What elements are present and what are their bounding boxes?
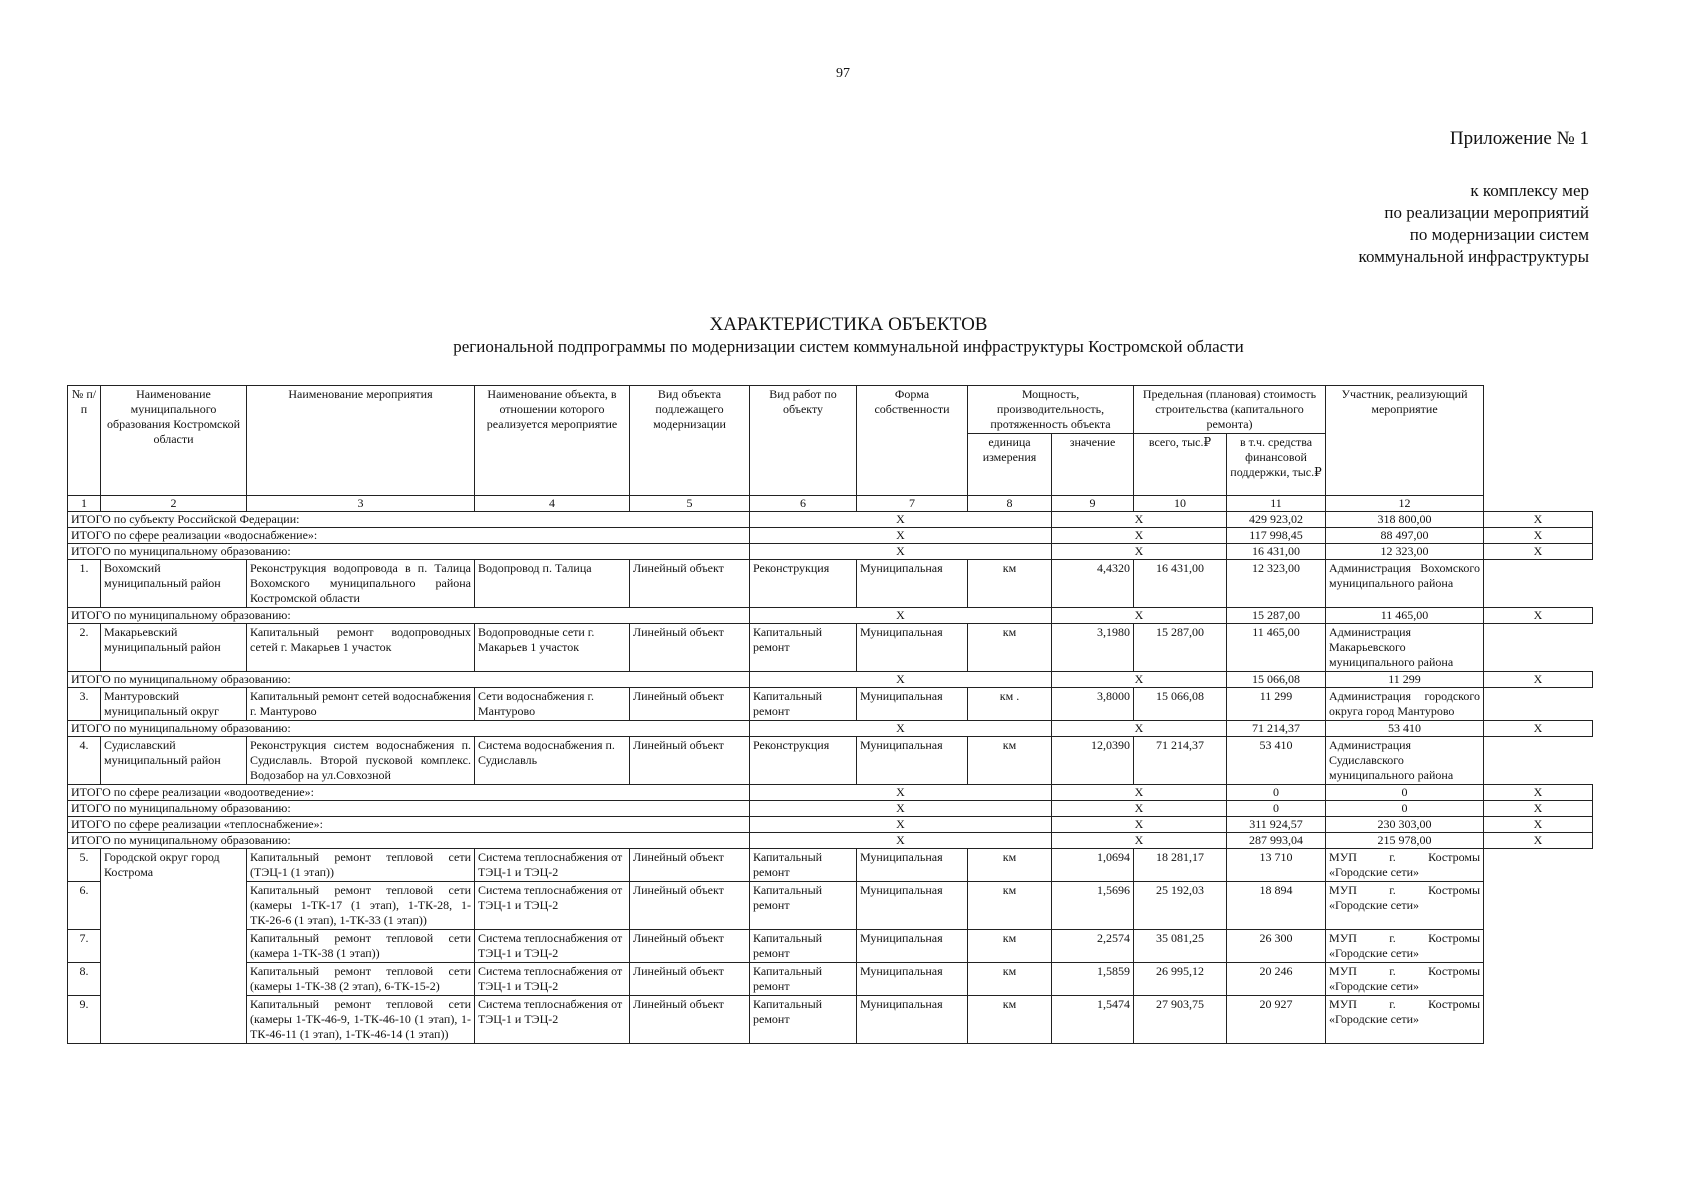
- row-object-type: Линейный объект: [630, 849, 750, 882]
- appendix-title: Приложение № 1: [1449, 128, 1589, 149]
- row-cost-support: 12 323,00: [1227, 560, 1326, 608]
- total-row: [68, 672, 1593, 688]
- total-label: ИТОГО по муниципальному образованию:: [68, 801, 750, 817]
- total-row: [68, 785, 1593, 801]
- total-cost: 15 287,00: [1227, 608, 1326, 624]
- objects-table: [67, 385, 1593, 1044]
- row-ownership: Муниципальная: [857, 996, 968, 1044]
- total-support: 11 465,00: [1326, 608, 1484, 624]
- row-event: Реконструкция водопровода в п. Талица Вохомского муниципального района Костромской области: [247, 560, 475, 608]
- row-municipality: Мантуровский муниципальный округ: [101, 688, 247, 721]
- row-unit: км .: [968, 688, 1052, 721]
- total-x-mark: X: [1052, 721, 1227, 737]
- row-municipality: Городской округ город Кострома: [101, 849, 247, 1044]
- row-cost-support: 11 299: [1227, 688, 1326, 721]
- row-object-type: Линейный объект: [630, 882, 750, 930]
- total-x-mark: X: [1052, 544, 1227, 560]
- row-value: 3,1980: [1052, 624, 1134, 672]
- row-value: 3,8000: [1052, 688, 1134, 721]
- total-x-mark: X: [1052, 512, 1227, 528]
- row-object: Система теплоснабжения от ТЭЦ-1 и ТЭЦ-2: [475, 930, 630, 963]
- table-body: [68, 496, 1593, 1044]
- row-participant: МУП г. Костромы «Городские сети»: [1326, 963, 1484, 996]
- row-work-type: Капитальный ремонт: [750, 624, 857, 672]
- col-number: 1: [68, 496, 101, 512]
- header-cost-support: в т.ч. средства финансовой поддержки, тыс.₽: [1227, 434, 1326, 496]
- row-object: Система теплоснабжения от ТЭЦ-1 и ТЭЦ-2: [475, 963, 630, 996]
- row-object-type: Линейный объект: [630, 737, 750, 785]
- row-event: Реконструкция систем водоснабжения п. Судиславль. Второй пусковой комплекс. Водозабор на ул.Совхозной: [247, 737, 475, 785]
- row-ownership: Муниципальная: [857, 930, 968, 963]
- header-capacity: Мощность, производительность, протяженность объекта: [968, 386, 1134, 434]
- total-cost: 287 993,04: [1227, 833, 1326, 849]
- column-number-row: [68, 496, 1593, 512]
- row-municipality: Макарьевский муниципальный район: [101, 624, 247, 672]
- total-support: 12 323,00: [1326, 544, 1484, 560]
- header-row: [68, 386, 1593, 434]
- row-event: Капитальный ремонт тепловой сети (камеры 1-ТК-38 (2 этап), 6-ТК-15-2): [247, 963, 475, 996]
- col-number: 11: [1227, 496, 1326, 512]
- total-x-mark: X: [1484, 544, 1593, 560]
- row-participant: МУП г. Костромы «Городские сети»: [1326, 930, 1484, 963]
- row-unit: км: [968, 737, 1052, 785]
- total-label: ИТОГО по муниципальному образованию:: [68, 544, 750, 560]
- row-object: Система теплоснабжения от ТЭЦ-1 и ТЭЦ-2: [475, 849, 630, 882]
- col-number: 4: [475, 496, 630, 512]
- row-event: Капитальный ремонт тепловой сети (камеры 1-ТК-46-9, 1-ТК-46-10 (1 этап), 1-ТК-46-11 (1 этап), 1-ТК-46-14 (1 этап)): [247, 996, 475, 1044]
- total-x-mark: X: [1484, 817, 1593, 833]
- header-num: № п/п: [68, 386, 101, 496]
- appendix-subtitle: [1359, 180, 1589, 268]
- total-label: ИТОГО по муниципальному образованию:: [68, 721, 750, 737]
- row-number: 5.: [68, 849, 101, 882]
- row-number: 1.: [68, 560, 101, 608]
- row-value: 12,0390: [1052, 737, 1134, 785]
- row-cost-total: 26 995,12: [1134, 963, 1227, 996]
- row-object: Система теплоснабжения от ТЭЦ-1 и ТЭЦ-2: [475, 996, 630, 1044]
- header-ownership: Форма собственности: [857, 386, 968, 496]
- header-value: значение: [1052, 434, 1134, 496]
- row-work-type: Капитальный ремонт: [750, 996, 857, 1044]
- total-row: [68, 817, 1593, 833]
- row-cost-support: 11 465,00: [1227, 624, 1326, 672]
- table-row: [68, 930, 1593, 963]
- row-object-type: Линейный объект: [630, 963, 750, 996]
- row-cost-support: 13 710: [1227, 849, 1326, 882]
- total-support: 0: [1326, 785, 1484, 801]
- col-number: 3: [247, 496, 475, 512]
- total-label: ИТОГО по муниципальному образованию:: [68, 672, 750, 688]
- header-object-type: Вид объекта подлежащего модернизации: [630, 386, 750, 496]
- row-number: 7.: [68, 930, 101, 963]
- document-title: ХАРАКТЕРИСТИКА ОБЪЕКТОВ: [709, 314, 988, 335]
- header-unit: единица измерения: [968, 434, 1052, 496]
- row-municipality: Вохомский муниципальный район: [101, 560, 247, 608]
- row-participant: МУП г. Костромы «Городские сети»: [1326, 882, 1484, 930]
- table-row: [68, 849, 1593, 882]
- col-number: 8: [968, 496, 1052, 512]
- total-x-mark: X: [1052, 785, 1227, 801]
- total-cost: 0: [1227, 785, 1326, 801]
- row-number: 4.: [68, 737, 101, 785]
- row-ownership: Муниципальная: [857, 624, 968, 672]
- total-x-mark: X: [1484, 785, 1593, 801]
- row-event: Капитальный ремонт сетей водоснабжения г. Мантурово: [247, 688, 475, 721]
- total-support: 53 410: [1326, 721, 1484, 737]
- row-work-type: Капитальный ремонт: [750, 849, 857, 882]
- row-cost-total: 15 287,00: [1134, 624, 1227, 672]
- document-subtitle: региональной подпрограммы по модернизации систем коммунальной инфраструктуры Костромской области: [453, 337, 1244, 356]
- total-label: ИТОГО по сфере реализации «водоснабжение»:: [68, 528, 750, 544]
- row-unit: км: [968, 930, 1052, 963]
- row-cost-total: 71 214,37: [1134, 737, 1227, 785]
- row-unit: км: [968, 560, 1052, 608]
- row-cost-total: 18 281,17: [1134, 849, 1227, 882]
- row-participant: Администрация Вохомского муниципального района: [1326, 560, 1484, 608]
- row-unit: км: [968, 624, 1052, 672]
- row-ownership: Муниципальная: [857, 560, 968, 608]
- row-work-type: Капитальный ремонт: [750, 688, 857, 721]
- header-cost-total: всего, тыс.₽: [1134, 434, 1227, 496]
- row-object: Система теплоснабжения от ТЭЦ-1 и ТЭЦ-2: [475, 882, 630, 930]
- row-value: 1,5474: [1052, 996, 1134, 1044]
- row-cost-support: 20 246: [1227, 963, 1326, 996]
- row-unit: км: [968, 849, 1052, 882]
- row-work-type: Капитальный ремонт: [750, 882, 857, 930]
- total-support: 230 303,00: [1326, 817, 1484, 833]
- row-ownership: Муниципальная: [857, 882, 968, 930]
- total-label: ИТОГО по муниципальному образованию:: [68, 833, 750, 849]
- row-event: Капитальный ремонт тепловой сети (камеры 1-ТК-17 (1 этап), 1-ТК-28, 1-ТК-26-6 (1 этап), 1-ТК-33 (1 этап)): [247, 882, 475, 930]
- total-row: [68, 528, 1593, 544]
- row-cost-support: 18 894: [1227, 882, 1326, 930]
- total-row: [68, 721, 1593, 737]
- total-cost: 117 998,45: [1227, 528, 1326, 544]
- row-value: 1,5859: [1052, 963, 1134, 996]
- row-number: 3.: [68, 688, 101, 721]
- total-cost: 16 431,00: [1227, 544, 1326, 560]
- total-cost: 0: [1227, 801, 1326, 817]
- total-label: ИТОГО по субъекту Российской Федерации:: [68, 512, 750, 528]
- total-x-mark: X: [750, 721, 1052, 737]
- row-number: 6.: [68, 882, 101, 930]
- row-object-type: Линейный объект: [630, 930, 750, 963]
- row-value: 4,4320: [1052, 560, 1134, 608]
- total-x-mark: X: [1484, 721, 1593, 737]
- total-x-mark: X: [750, 608, 1052, 624]
- row-work-type: Капитальный ремонт: [750, 930, 857, 963]
- total-support: 0: [1326, 801, 1484, 817]
- row-unit: км: [968, 882, 1052, 930]
- total-row: [68, 512, 1593, 528]
- total-x-mark: X: [1052, 817, 1227, 833]
- row-cost-total: 27 903,75: [1134, 996, 1227, 1044]
- total-cost: 71 214,37: [1227, 721, 1326, 737]
- row-number: 2.: [68, 624, 101, 672]
- table-row: [68, 624, 1593, 672]
- total-x-mark: X: [750, 672, 1052, 688]
- appendix-line: по реализации мероприятий: [1384, 203, 1589, 222]
- row-ownership: Муниципальная: [857, 849, 968, 882]
- col-number: 12: [1326, 496, 1484, 512]
- total-x-mark: X: [1052, 528, 1227, 544]
- total-row: [68, 801, 1593, 817]
- total-support: 318 800,00: [1326, 512, 1484, 528]
- row-cost-support: 26 300: [1227, 930, 1326, 963]
- appendix-line: по модернизации систем: [1409, 225, 1589, 244]
- total-support: 88 497,00: [1326, 528, 1484, 544]
- row-value: 2,2574: [1052, 930, 1134, 963]
- total-x-mark: X: [1484, 528, 1593, 544]
- total-x-mark: X: [750, 528, 1052, 544]
- row-number: 8.: [68, 963, 101, 996]
- table-row: [68, 737, 1593, 785]
- total-x-mark: X: [750, 512, 1052, 528]
- row-value: 1,5696: [1052, 882, 1134, 930]
- header-cost: Предельная (плановая) стоимость строительства (капитального ремонта): [1134, 386, 1326, 434]
- total-row: [68, 833, 1593, 849]
- total-x-mark: X: [750, 785, 1052, 801]
- col-number: 6: [750, 496, 857, 512]
- row-unit: км: [968, 996, 1052, 1044]
- header-participant: Участник, реализующий мероприятие: [1326, 386, 1484, 496]
- table-row: [68, 688, 1593, 721]
- col-number: 9: [1052, 496, 1134, 512]
- row-event: Капитальный ремонт тепловой сети (камера 1-ТК-38 (1 этап)): [247, 930, 475, 963]
- total-label: ИТОГО по сфере реализации «теплоснабжение»:: [68, 817, 750, 833]
- total-x-mark: X: [1484, 608, 1593, 624]
- row-object: Водопроводные сети г. Макарьев 1 участок: [475, 624, 630, 672]
- total-support: 11 299: [1326, 672, 1484, 688]
- col-number: 10: [1134, 496, 1227, 512]
- row-cost-total: 35 081,25: [1134, 930, 1227, 963]
- table-row: [68, 882, 1593, 930]
- row-value: 1,0694: [1052, 849, 1134, 882]
- row-object-type: Линейный объект: [630, 560, 750, 608]
- total-x-mark: X: [750, 544, 1052, 560]
- row-event: Капитальный ремонт водопроводных сетей г. Макарьев 1 участок: [247, 624, 475, 672]
- row-work-type: Капитальный ремонт: [750, 963, 857, 996]
- total-label: ИТОГО по муниципальному образованию:: [68, 608, 750, 624]
- row-participant: Администрация Макарьевского муниципального района: [1326, 624, 1484, 672]
- total-cost: 15 066,08: [1227, 672, 1326, 688]
- row-object-type: Линейный объект: [630, 688, 750, 721]
- total-row: [68, 608, 1593, 624]
- header-object: Наименование объекта, в отношении которого реализуется мероприятие: [475, 386, 630, 496]
- total-support: 215 978,00: [1326, 833, 1484, 849]
- total-label: ИТОГО по сфере реализации «водоотведение»:: [68, 785, 750, 801]
- row-cost-total: 25 192,03: [1134, 882, 1227, 930]
- total-x-mark: X: [1052, 672, 1227, 688]
- row-event: Капитальный ремонт тепловой сети (ТЭЦ-1 (1 этап)): [247, 849, 475, 882]
- row-participant: Администрация Судиславского муниципального района: [1326, 737, 1484, 785]
- col-number: 7: [857, 496, 968, 512]
- total-x-mark: X: [1484, 512, 1593, 528]
- row-cost-total: 15 066,08: [1134, 688, 1227, 721]
- row-ownership: Муниципальная: [857, 963, 968, 996]
- row-cost-support: 53 410: [1227, 737, 1326, 785]
- header-event: Наименование мероприятия: [247, 386, 475, 496]
- row-unit: км: [968, 963, 1052, 996]
- header-work-type: Вид работ по объекту: [750, 386, 857, 496]
- header-municipality: Наименование муниципального образования Костромской области: [101, 386, 247, 496]
- row-work-type: Реконструкция: [750, 560, 857, 608]
- table-row: [68, 963, 1593, 996]
- total-x-mark: X: [1484, 672, 1593, 688]
- row-object: Сети водоснабжения г. Мантурово: [475, 688, 630, 721]
- row-ownership: Муниципальная: [857, 688, 968, 721]
- row-participant: МУП г. Костромы «Городские сети»: [1326, 996, 1484, 1044]
- row-cost-support: 20 927: [1227, 996, 1326, 1044]
- row-number: 9.: [68, 996, 101, 1044]
- total-x-mark: X: [750, 801, 1052, 817]
- row-object: Система водоснабжения п. Судиславль: [475, 737, 630, 785]
- row-ownership: Муниципальная: [857, 737, 968, 785]
- total-cost: 429 923,02: [1227, 512, 1326, 528]
- col-number: 5: [630, 496, 750, 512]
- row-participant: Администрация городского округа город Мантурово: [1326, 688, 1484, 721]
- total-x-mark: X: [1484, 833, 1593, 849]
- appendix-line: коммунальной инфраструктуры: [1358, 247, 1589, 266]
- row-work-type: Реконструкция: [750, 737, 857, 785]
- row-cost-total: 16 431,00: [1134, 560, 1227, 608]
- table-row: [68, 996, 1593, 1044]
- total-x-mark: X: [1052, 801, 1227, 817]
- row-object-type: Линейный объект: [630, 624, 750, 672]
- col-number: 2: [101, 496, 247, 512]
- total-row: [68, 544, 1593, 560]
- row-participant: МУП г. Костромы «Городские сети»: [1326, 849, 1484, 882]
- total-cost: 311 924,57: [1227, 817, 1326, 833]
- row-municipality: Судиславский муниципальный район: [101, 737, 247, 785]
- total-x-mark: X: [1052, 608, 1227, 624]
- total-x-mark: X: [750, 817, 1052, 833]
- table-row: [68, 560, 1593, 608]
- row-object: Водопровод п. Талица: [475, 560, 630, 608]
- row-object-type: Линейный объект: [630, 996, 750, 1044]
- page-number: 97: [836, 66, 850, 81]
- appendix-line: к комплексу мер: [1470, 181, 1589, 200]
- total-x-mark: X: [1484, 801, 1593, 817]
- total-x-mark: X: [1052, 833, 1227, 849]
- total-x-mark: X: [750, 833, 1052, 849]
